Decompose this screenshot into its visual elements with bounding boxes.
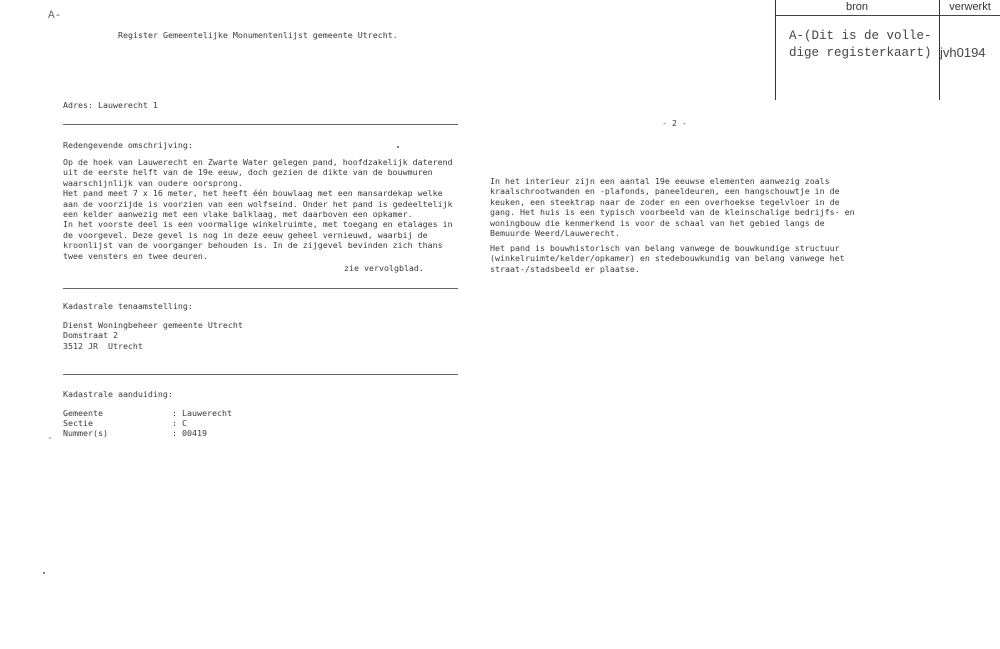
owner-body — [63, 320, 243, 351]
description-line: In het voorste deel is een voormalige winkelruimte, met toegang en etalages in — [63, 219, 453, 230]
owner-line: Domstraat 2 — [63, 330, 118, 341]
register-title: Register Gemeentelijke Monumentenlijst gemeente Utrecht. — [118, 30, 398, 40]
stamp-bron-text — [789, 28, 932, 62]
stamp-header-verwerkt: verwerkt — [949, 1, 991, 13]
page2-paragraph-1 — [490, 176, 855, 238]
page2-line: gang. Het huis is een typisch voorbeeld van de kleinschalige bedrijfs- en — [490, 207, 855, 218]
page2-paragraph-2 — [490, 243, 845, 274]
separator-line — [63, 374, 458, 375]
cadastral-value: : Lauwerecht — [172, 408, 232, 418]
description-line: kroonlijst van de voorganger behouden is. In de zijgevel bevinden zich thans — [63, 240, 443, 251]
scan-speck — [397, 146, 399, 148]
page2-line: Bemuurde Weerd/Lauwerecht. — [490, 228, 620, 239]
page2-line: In het interieur zijn een aantal 19e eeuwse elementen aanwezig zoals — [490, 176, 830, 186]
stamp-bron-line: A-(Dit is de volle- — [789, 29, 932, 43]
owner-line: 3512 JR Utrecht — [63, 340, 143, 351]
description-line: uit de eerste helft van de 19e eeuw, doch gezien de dikte van de bouwmuren — [63, 167, 433, 178]
cadastral-label: Sectie — [63, 418, 93, 428]
page2-line: straat-/stadsbeeld er plaatse. — [490, 263, 640, 274]
page2-line: keuken, een steektrap naar de zoder en een overhoekse tegelvloer in de — [490, 196, 840, 207]
page2-line: woningbouw die kenmerkend is voor de schaal van het gebied langs de — [490, 217, 825, 228]
stamp-header-bron: bron — [845, 1, 869, 13]
stamp-divider — [775, 15, 1000, 16]
cadastral-label: Nummer(s) — [63, 428, 108, 438]
owner-line: Dienst Woningbeheer gemeente Utrecht — [63, 320, 243, 330]
separator-line — [63, 124, 458, 125]
description-line: een kelder aanwezig met een vlake balklaag, met daarboven een opkamer. — [63, 209, 413, 220]
description-line: Het pand meet 7 x 16 meter, het heeft één bouwlaag met een mansardekap welke — [63, 188, 443, 199]
cadastral-heading: Kadastrale aanduiding: — [63, 389, 173, 399]
page2-line: Het pand is bouwhistorisch van belang vanwege de bouwkundige structuur — [490, 243, 840, 253]
scan-speck — [49, 437, 51, 439]
page-number: - 2 - — [662, 118, 687, 128]
stamp-left-border — [775, 0, 776, 100]
owner-heading: Kadastrale tenaamstelling: — [63, 301, 193, 311]
description-line: aan de voorzijde is voorzien van een wolfseind. Onder het pand is gedeeltelijk — [63, 198, 453, 209]
cadastral-value: : 00419 — [172, 428, 207, 438]
description-heading: Redengevende omschrijving: — [63, 140, 193, 150]
description-line: twee vensters en twee deuren. — [63, 250, 208, 261]
stamp-bron-line: dige registerkaart) — [789, 46, 932, 60]
corner-mark: A- — [48, 10, 62, 22]
description-line: de voorgevel. Deze gevel is nog in deze eeuw geheel vernieuwd, waarbij de — [63, 229, 428, 240]
description-line: Op de hoek van Lauwerecht en Zwarte Water gelegen pand, hoofdzakelijk daterend — [63, 157, 453, 167]
page2-line: kraalschrootwanden en -plafonds, paneeldeuren, een hangschouwtje in de — [490, 186, 840, 197]
description-line: waarschijnlijk van oudere oorsprong. — [63, 177, 243, 188]
address: Adres: Lauwerecht 1 — [63, 100, 158, 110]
stamp-verwerkt-value: jvh0194 — [940, 45, 986, 60]
scan-speck — [43, 572, 45, 574]
separator-line — [63, 288, 458, 289]
description-body — [63, 157, 453, 261]
continued-note: zie vervolgblad. — [344, 263, 424, 273]
cadastral-label: Gemeente — [63, 408, 103, 418]
page2-line: (winkelruimte/kelder/opkamer) en stedebouwkundig van belang vanwege het — [490, 253, 845, 264]
cadastral-value: : C — [172, 418, 187, 428]
archive-stamp — [775, 0, 1000, 100]
